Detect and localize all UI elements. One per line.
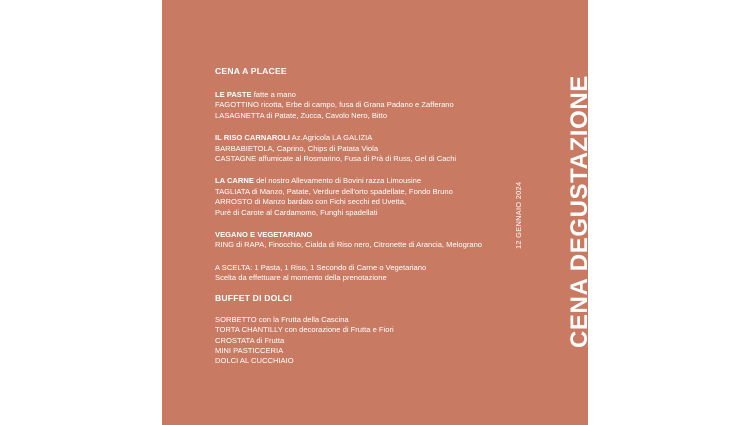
event-date: 12 GENNAIO 2024: [514, 181, 523, 249]
heading-bold: IL RISO CARNAROLI: [215, 133, 290, 143]
menu-item: RING di RAPA, Finocchio, Cialda di Riso nero, Citronette di Arancia, Melograno: [215, 240, 483, 250]
menu-item: CASTAGNE affumicate al Rosmarino, Fusa di Prà di Russ, Gel di Cachi: [215, 154, 457, 164]
heading-rest: Az.Agricola LA GALIZIA: [289, 133, 373, 143]
block-heading-paste: [215, 90, 525, 100]
section-title-cena: CENA A PLACEE: [215, 66, 287, 76]
menu-block-paste: [215, 90, 525, 121]
title-rotator: [566, 75, 594, 348]
menu-block-vegano: [215, 230, 525, 251]
menu-item: CROSTATA di Frutta: [215, 335, 285, 345]
menu-block-dolci: [215, 315, 525, 367]
block-heading-riso: [215, 133, 525, 143]
heading-rest: del nostro Allevamento di Bovini razza Limousine: [253, 176, 422, 186]
menu-item: LASAGNETTA di Patate, Zucca, Cavolo Nero, Bitto: [215, 110, 388, 120]
menu-note: A SCELTA: 1 Pasta, 1 Riso, 1 Secondo di Carne o Vegetariano: [215, 262, 427, 272]
menu-item: TAGLIATA di Manzo, Patate, Verdure dell'orto spadellate, Fondo Bruno: [215, 186, 453, 196]
section-title-dolci: BUFFET DI DOLCI: [215, 292, 292, 303]
menu-item: ARROSTO di Manzo bardato con Fichi secchi ed Uvetta,: [215, 197, 407, 207]
menu-block-scelta: [215, 263, 525, 284]
menu-item: DOLCI AL CUCCHIAIO: [215, 356, 294, 366]
menu-note: Scelta da effettuare al momento della prenotazione: [215, 273, 387, 283]
block-heading-vegano: VEGANO E VEGETARIANO: [215, 230, 313, 240]
menu-block-riso: [215, 133, 525, 164]
menu-block-carne: [215, 176, 525, 218]
menu-item: Purè di Carote al Cardamomo, Funghi spadellati: [215, 207, 378, 217]
block-heading-carne: [215, 176, 525, 186]
heading-bold: LE PASTE: [215, 90, 252, 99]
menu-item: FAGOTTINO ricotta, Erbe di campo, fusa di Grana Padano e Zafferano: [215, 100, 454, 110]
event-title: CENA DEGUSTAZIONE: [566, 75, 593, 348]
menu-item: SORBETTO con la Frutta della Cascina: [215, 314, 349, 324]
menu-item: MINI PASTICCERIA: [215, 345, 284, 355]
menu-item: TORTA CHANTILLY con decorazione di Frutta e Fiori: [215, 325, 394, 335]
heading-rest: fatte a mano: [251, 90, 296, 99]
heading-bold: LA CARNE: [215, 176, 254, 186]
menu-item: BARBABIETOLA, Caprino, Chips di Patata Viola: [215, 143, 379, 153]
menu-body: [215, 66, 525, 379]
menu-card: [162, 0, 593, 425]
